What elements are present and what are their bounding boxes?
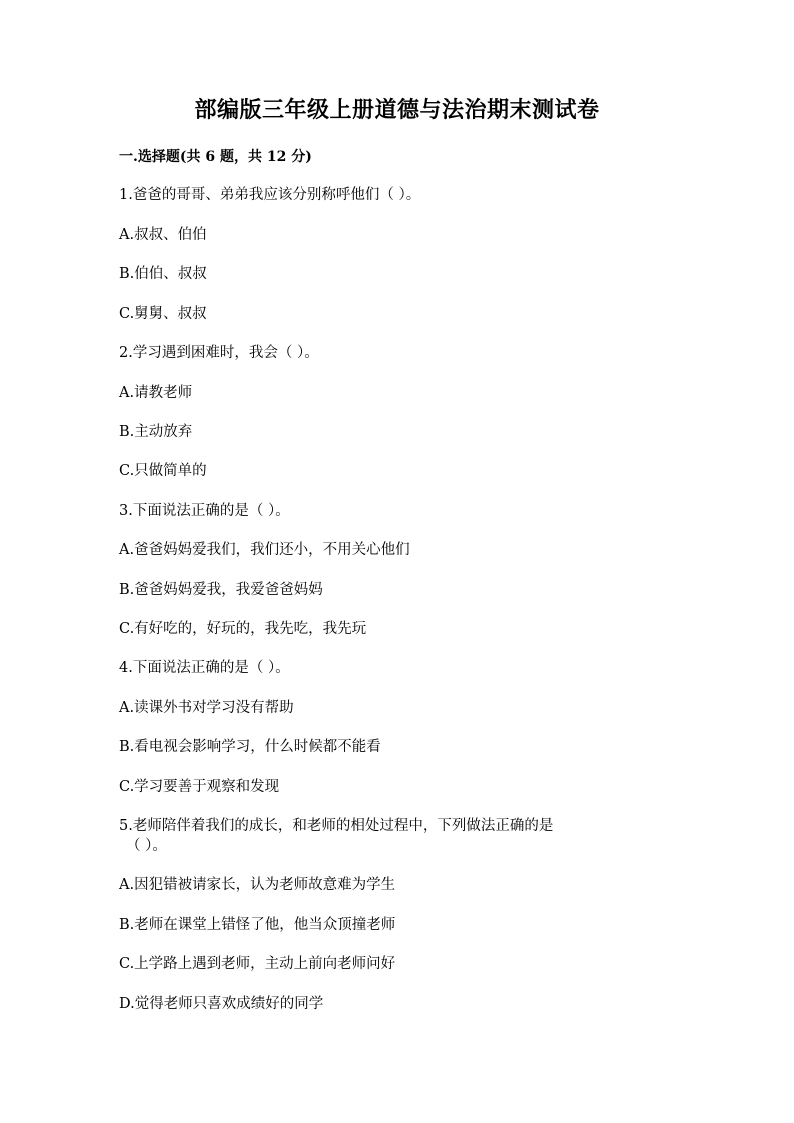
question-2-option-b: B.主动放弃	[119, 424, 193, 440]
question-5-stem: 5.老师陪伴着我们的成长，和老师的相处过程中，下列做法正确的是	[119, 818, 554, 834]
question-4-option-c: C.学习要善于观察和发现	[119, 779, 280, 795]
question-4-option-a: A.读课外书对学习没有帮助	[119, 700, 294, 716]
section-heading: 一.选择题(共 6 题，共 12 分)	[119, 149, 312, 165]
question-3-stem: 3.下面说法正确的是（ ）。	[119, 503, 290, 519]
question-3-option-c: C.有好吃的，好玩的，我先吃，我先玩	[119, 621, 367, 637]
question-5-option-c: C.上学路上遇到老师，主动上前向老师问好	[119, 956, 396, 972]
question-2-option-c: C.只做简单的	[119, 463, 207, 479]
question-2-stem: 2.学习遇到困难时，我会（ ）。	[119, 345, 319, 361]
question-4-option-b: B.看电视会影响学习，什么时候都不能看	[119, 739, 381, 755]
question-2-option-a: A.请教老师	[119, 385, 193, 401]
question-1-option-c: C.舅舅、叔叔	[119, 306, 207, 322]
page-title: 部编版三年级上册道德与法治期末测试卷	[194, 97, 600, 123]
question-5-stem-continued: （ ）。	[126, 838, 167, 854]
question-4-stem: 4.下面说法正确的是（ ）。	[119, 660, 290, 676]
question-5-option-b: B.老师在课堂上错怪了他，他当众顶撞老师	[119, 917, 396, 933]
question-1-stem: 1.爸爸的哥哥、弟弟我应该分别称呼他们（ ）。	[119, 187, 421, 203]
question-3-option-b: B.爸爸妈妈爱我，我爱爸爸妈妈	[119, 582, 323, 598]
question-1-option-a: A.叔叔、伯伯	[119, 227, 207, 243]
question-3-option-a: A.爸爸妈妈爱我们，我们还小，不用关心他们	[119, 542, 410, 558]
question-5-option-a: A.因犯错被请家长，认为老师故意难为学生	[119, 877, 396, 893]
question-5-option-d: D.觉得老师只喜欢成绩好的同学	[119, 996, 324, 1012]
question-1-option-b: B.伯伯、叔叔	[119, 266, 207, 282]
